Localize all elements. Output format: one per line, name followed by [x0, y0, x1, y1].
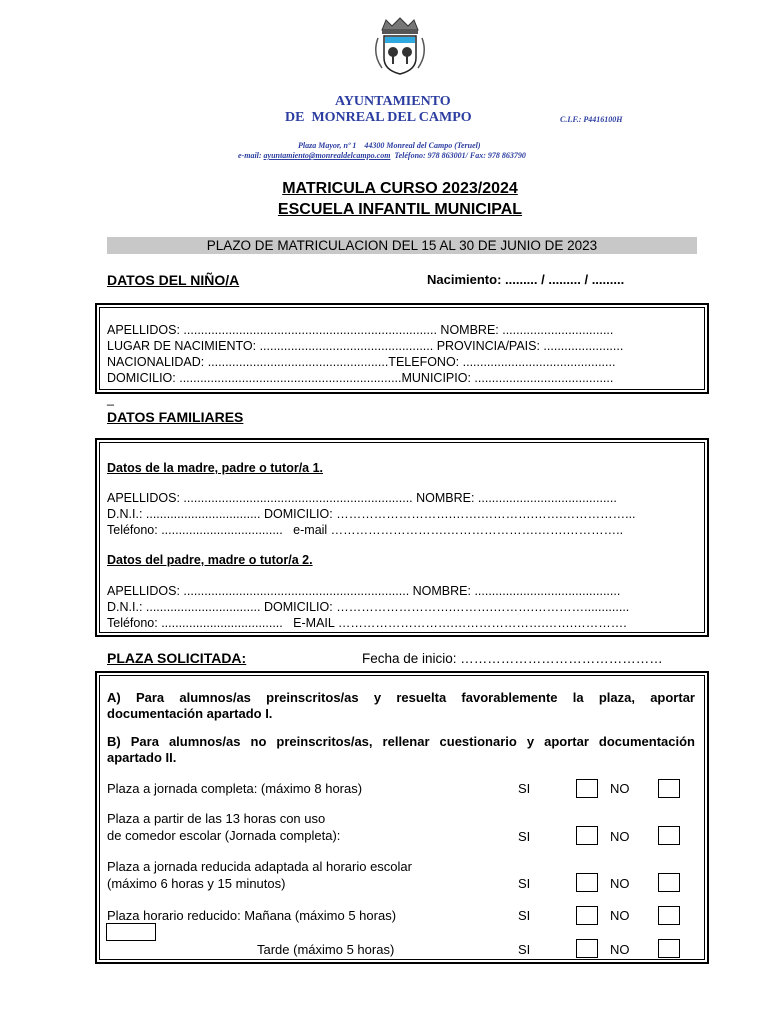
manana-no-checkbox[interactable] — [658, 906, 680, 925]
no-label: NO — [610, 829, 630, 844]
completa-no-checkbox[interactable] — [658, 779, 680, 798]
address: Plaza Mayor, nº 1 44300 Monreal del Campo (Teruel) — [298, 141, 481, 150]
birth-date-field[interactable]: Nacimiento: ......... / ......... / ......... — [427, 272, 625, 287]
plaza-heading: PLAZA SOLICITADA: — [107, 650, 247, 666]
child-line-1[interactable]: APELLIDOS: ......................................................................... NOMBRE: ................................ — [107, 323, 614, 337]
start-date-field[interactable]: Fecha de inicio: ……………………………………… — [362, 651, 663, 666]
parent1-heading: Datos de la madre, padre o tutor/a 1. — [107, 461, 324, 475]
title-line2: ESCUELA INFANTIL MUNICIPAL — [277, 201, 523, 218]
title-line1: MATRICULA CURSO 2023/2024 — [282, 180, 518, 197]
reducida-si-checkbox[interactable] — [576, 873, 598, 892]
no-label: NO — [610, 876, 630, 891]
hours-input-box[interactable] — [106, 923, 156, 941]
tarde-si-checkbox[interactable] — [576, 939, 598, 958]
si-label: SI — [518, 781, 531, 796]
email-prefix: e-mail: — [238, 151, 264, 160]
org-name-line1: AYUNTAMIENTO — [335, 94, 451, 109]
comedor-no-checkbox[interactable] — [658, 826, 680, 845]
no-label: NO — [610, 781, 630, 796]
no-label: NO — [610, 908, 630, 923]
option-manana-label: Plaza horario reducido: Mañana (máximo 5 horas) — [107, 908, 397, 923]
si-label: SI — [518, 908, 531, 923]
cif: C.I.F.: P4416100H — [560, 115, 623, 124]
option-a-line1: A) Para alumnos/as preinscritos/as y resuelta favorablemente la plaza, aportar — [107, 690, 695, 705]
comedor-si-checkbox[interactable] — [576, 826, 598, 845]
option-reducida-label-1: Plaza a jornada reducida adaptada al horario escolar — [107, 859, 412, 874]
parent2-heading: Datos del padre, madre o tutor/a 2. — [107, 553, 313, 567]
option-b-line2: apartado II. — [107, 750, 177, 765]
plazo-text: PLAZO DE MATRICULACION DEL 15 AL 30 DE JUNIO DE 2023 — [206, 238, 598, 253]
child-line-3[interactable]: NACIONALIDAD: ....................................................TELEFONO: ............................................ — [107, 355, 616, 369]
email-link[interactable]: ayuntamiento@monrealdelcampo.com — [263, 151, 391, 160]
municipal-crest-icon — [368, 14, 432, 78]
completa-si-checkbox[interactable] — [576, 779, 598, 798]
parent1-line-3[interactable]: Teléfono: ................................... e-mail ……………………….………………….…….………….. — [107, 523, 624, 537]
child-line-2[interactable]: LUGAR DE NACIMIENTO: .................................................. PROVINCIA/PAIS: ....................... — [107, 339, 624, 353]
option-comedor-label-1: Plaza a partir de las 13 horas con uso — [107, 811, 326, 826]
family-heading: DATOS FAMILIARES — [107, 409, 244, 425]
reducida-no-checkbox[interactable] — [658, 873, 680, 892]
phone: Teléfono: 978 863001/ Fax: 978 863790 — [390, 151, 526, 160]
family-dash: _ — [107, 392, 114, 406]
child-heading: DATOS DEL NIÑO/A — [107, 272, 240, 288]
manana-si-checkbox[interactable] — [576, 906, 598, 925]
org-name-line2: DE MONREAL DEL CAMPO — [285, 110, 472, 125]
option-comedor-label-2: de comedor escolar (Jornada completa): — [107, 828, 341, 843]
option-a-line2: documentación apartado I. — [107, 706, 273, 721]
option-completa-label: Plaza a jornada completa: (máximo 8 horas) — [107, 781, 363, 796]
si-label: SI — [518, 876, 531, 891]
parent1-line-2[interactable]: D.N.I.: ................................. DOMICILIO: ……………………….…….………….…….……………... — [107, 507, 636, 521]
no-label: NO — [610, 942, 630, 957]
si-label: SI — [518, 829, 531, 844]
contact-line — [238, 151, 526, 160]
child-line-4[interactable]: DOMICILIO: ................................................................MUNICIPIO: ........................................ — [107, 371, 614, 385]
parent2-line-2[interactable]: D.N.I.: ................................. DOMICILIO: ……………………….……….……….…………............. — [107, 600, 630, 614]
tarde-no-checkbox[interactable] — [658, 939, 680, 958]
parent2-line-1[interactable]: APELLIDOS: ................................................................. NOMBRE: .......................................... — [107, 584, 621, 598]
option-tarde-label: Tarde (máximo 5 horas) — [257, 942, 395, 957]
parent2-line-3[interactable]: Teléfono: ................................... E-MAIL ……………………….………………….…….…………. — [107, 616, 627, 630]
parent1-line-1[interactable]: APELLIDOS: .................................................................. NOMBRE: ........................................ — [107, 491, 617, 505]
si-label: SI — [518, 942, 531, 957]
option-reducida-label-2: (máximo 6 horas y 15 minutos) — [107, 876, 286, 891]
option-b-line1: B) Para alumnos/as no preinscritos/as, rellenar cuestionario y aportar documentación — [107, 734, 695, 749]
